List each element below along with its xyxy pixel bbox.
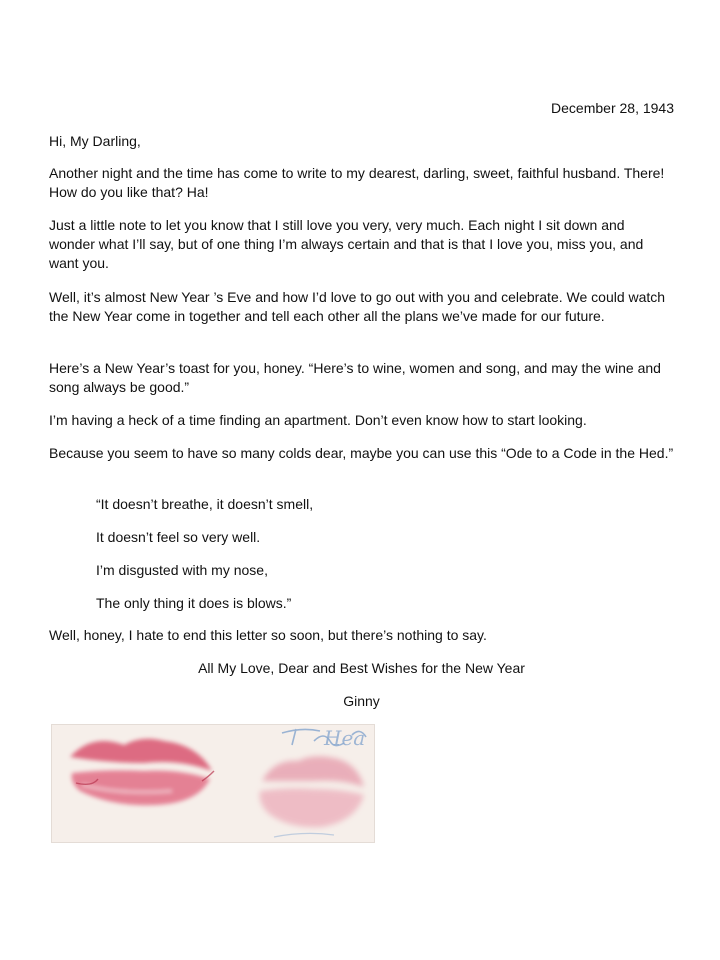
- letter-greeting: Hi, My Darling,: [49, 133, 141, 149]
- paragraph-4: Here’s a New Year’s toast for you, honey. “Here’s to wine, women and song, and may the wine and song always be good.”: [49, 360, 661, 395]
- poem-line-3: I’m disgusted with my nose,: [96, 562, 268, 578]
- paragraph-5: I’m having a heck of a time finding an apartment. Don’t even know how to start looking.: [49, 412, 587, 428]
- poem-line-4: The only thing it does is blows.”: [96, 595, 292, 611]
- right-kiss-mark: [260, 756, 364, 827]
- poem-line-1: “It doesn’t breathe, it doesn’t smell,: [96, 496, 314, 512]
- handwriting-fragment: Hea: [324, 726, 366, 750]
- signature: Ginny: [343, 693, 380, 709]
- poem-line-2: It doesn’t feel so very well.: [96, 529, 261, 545]
- letter-date: December 28, 1943: [551, 100, 674, 116]
- lipstick-kiss-photo: [51, 724, 375, 843]
- lipstick-kiss-illustration: [52, 725, 375, 843]
- paragraph-6: Because you seem to have so many colds dear, maybe you can use this “Ode to a Code in the Hed.”: [49, 445, 674, 461]
- paragraph-1: Another night and the time has come to write to my dearest, darling, sweet, faithful husband. There! How do you like that? Ha!: [49, 165, 665, 200]
- paragraph-2: Just a little note to let you know that I still love you very, very much. Each night I sit down and wonder what I’ll say, but of one thing I’m always certain and that is that I love you, miss you, and want you.: [49, 217, 644, 271]
- sign-off: All My Love, Dear and Best Wishes for the New Year: [198, 660, 525, 676]
- paragraph-3: Well, it’s almost New Year ’s Eve and how I’d love to go out with you and celebrate. We could watch the New Year come in together and tell each other all the plans we’ve made for our future.: [49, 289, 666, 324]
- closing-paragraph: Well, honey, I hate to end this letter so soon, but there’s nothing to say.: [49, 627, 487, 643]
